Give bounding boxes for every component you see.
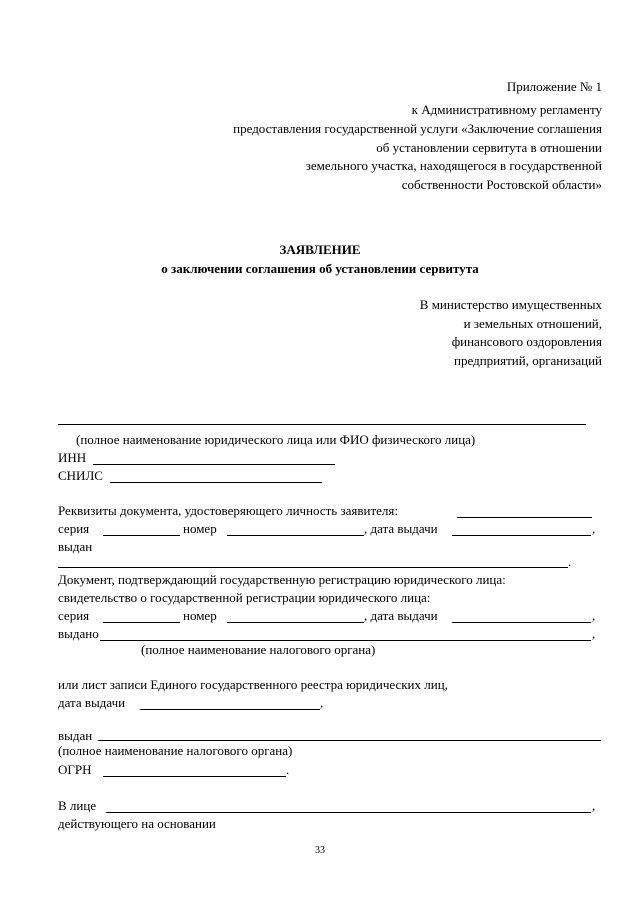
header-line-2: предоставления государственной услуги «Заключение соглашения xyxy=(233,121,602,136)
addressee-line-3: финансового оздоровления xyxy=(451,334,602,349)
tax-authority-field-2[interactable] xyxy=(376,640,591,641)
id-doc-field[interactable] xyxy=(457,517,592,518)
comma-3: , xyxy=(592,626,596,641)
series-label-2: серия xyxy=(58,608,90,623)
comma: , xyxy=(592,521,596,536)
series-label: серия xyxy=(58,521,90,536)
id-doc-label: Реквизиты документа, удостоверяющего личность заявителя: xyxy=(58,503,398,518)
series-field[interactable] xyxy=(103,535,180,536)
snils-field[interactable] xyxy=(110,482,322,483)
addressee-line-2: и земельных отношений, xyxy=(463,316,602,331)
addressee-line-1: В министерство имущественных xyxy=(419,297,602,312)
comma-2: , xyxy=(592,608,596,623)
page-number: 33 xyxy=(315,845,325,856)
addressee-line-4: предприятий, организаций xyxy=(454,353,602,368)
egrul-label: или лист записи Единого государственного реестра юридических лиц, xyxy=(58,677,448,692)
applicant-caption: (полное наименование юридического лица или ФИО физического лица) xyxy=(76,432,476,447)
series-field-2[interactable] xyxy=(103,622,180,623)
comma-4: , xyxy=(320,695,324,710)
issue-date2-field[interactable] xyxy=(140,709,320,710)
tax-caption-2: (полное наименование налогового органа) xyxy=(58,743,293,758)
issue-date-label: , дата выдачи xyxy=(364,521,438,536)
acting-label: действующего на основании xyxy=(58,816,216,831)
document-title: ЗАЯВЛЕНИЕ xyxy=(279,242,361,257)
applicant-name-field[interactable] xyxy=(58,424,586,425)
ogrn-label: ОГРН xyxy=(58,762,92,777)
tax-caption: (полное наименование налогового органа) xyxy=(141,642,376,657)
inn-field[interactable] xyxy=(93,464,335,465)
issue-date-field-2[interactable] xyxy=(452,622,591,623)
reg-doc-label: Документ, подтверждающий государственную регистрацию юридического лица: xyxy=(58,572,506,587)
number-field[interactable] xyxy=(227,535,364,536)
issued2-label: выдан xyxy=(58,728,93,743)
issued2-field[interactable] xyxy=(98,740,601,741)
period: . xyxy=(568,554,572,569)
issue-date-label-2: , дата выдачи xyxy=(364,608,438,623)
period-2: . xyxy=(286,762,290,777)
issue-date-field[interactable] xyxy=(452,535,591,536)
number-field-2[interactable] xyxy=(227,622,364,623)
header-line-3: об установлении сервитута в отношении xyxy=(376,140,602,155)
appendix-number: Приложение № 1 xyxy=(506,79,602,94)
person-label: В лице xyxy=(58,798,97,813)
issue-date2-label: дата выдачи xyxy=(58,695,126,710)
certificate-label: свидетельство о государственной регистрации юридического лица: xyxy=(58,590,431,605)
header-line-5: собственности Ростовской области» xyxy=(401,177,602,192)
comma-5: , xyxy=(592,798,596,813)
issued-n-label: выдано xyxy=(58,626,99,641)
person-field[interactable] xyxy=(106,812,591,813)
number-label: номер xyxy=(183,521,217,536)
header-line-4: земельного участка, находящегося в государственной xyxy=(305,158,602,173)
inn-label: ИНН xyxy=(58,450,87,465)
snils-label: СНИЛС xyxy=(58,468,103,483)
issued-label: выдан xyxy=(58,539,93,554)
ogrn-field[interactable] xyxy=(103,776,286,777)
document-subtitle: о заключении соглашения об установлении сервитута xyxy=(161,261,479,276)
header-line-1: к Административному регламенту xyxy=(411,102,602,117)
number-label-2: номер xyxy=(183,608,217,623)
issued-by-field[interactable] xyxy=(58,567,568,568)
